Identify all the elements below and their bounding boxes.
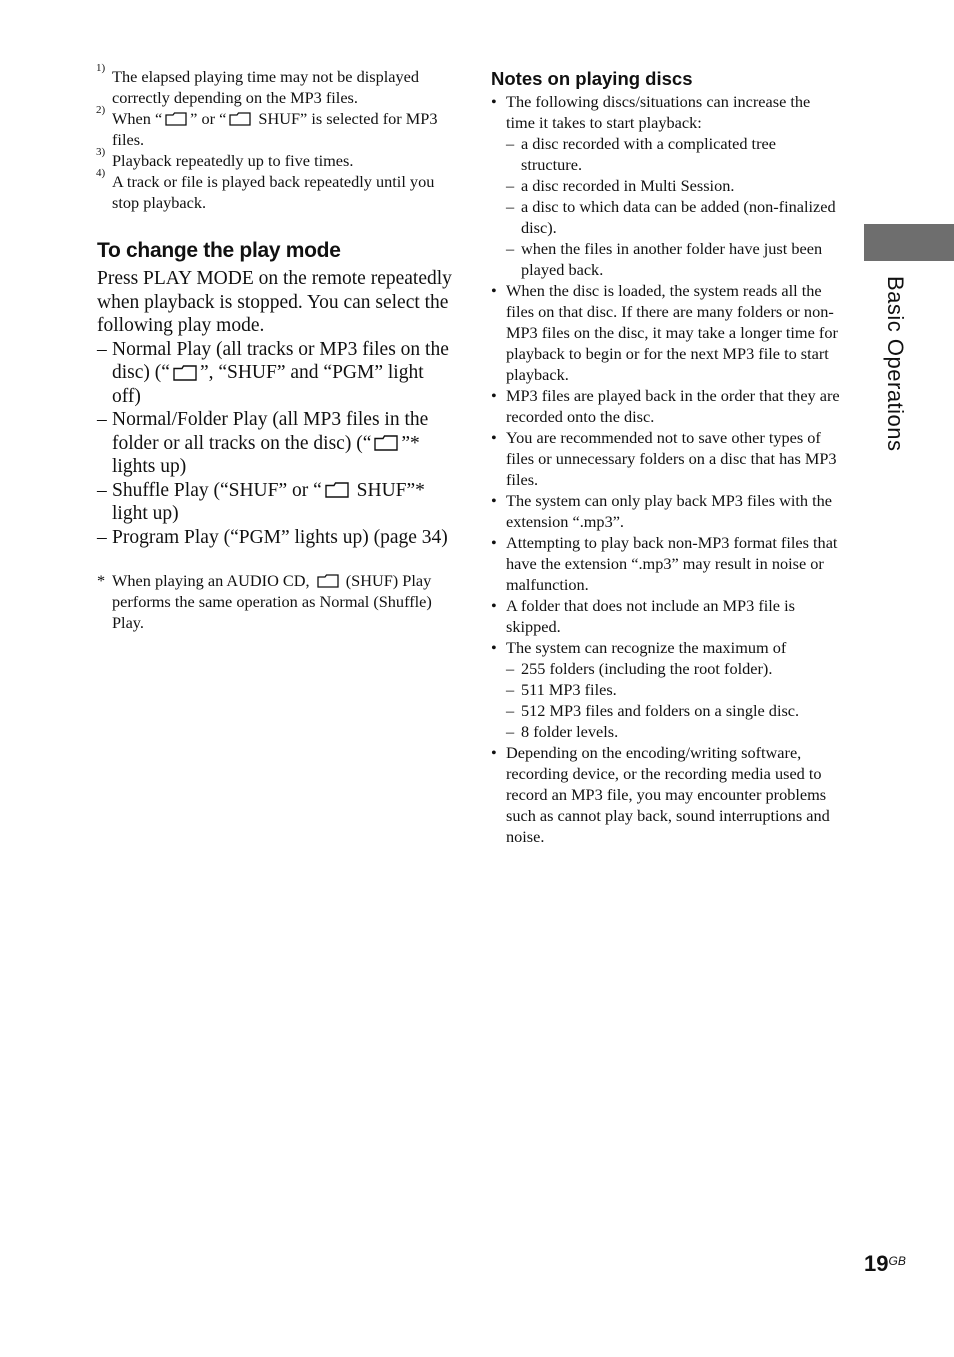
footnote-4 bbox=[96, 167, 452, 213]
page-number bbox=[864, 1251, 906, 1277]
note-subitem bbox=[491, 658, 841, 679]
note-subitem bbox=[491, 196, 841, 238]
page-number-suffix: GB bbox=[888, 1254, 906, 1268]
subitem-text: 512 MP3 files and folders on a single disc. bbox=[521, 701, 800, 720]
bullet-text: A folder that does not include an MP3 file is skipped. bbox=[506, 596, 795, 636]
note-text: When playing an AUDIO CD, bbox=[112, 571, 314, 590]
subitem-text: a disc to which data can be added (non-finalized disc). bbox=[521, 197, 836, 237]
footnote-mark: 4) bbox=[96, 167, 106, 179]
play-mode-heading: To change the play mode bbox=[97, 239, 341, 262]
dash-marker: – bbox=[97, 526, 107, 548]
item-text: ”* lights up) bbox=[112, 432, 420, 477]
note-subitem bbox=[491, 175, 841, 196]
dash-marker: – bbox=[506, 722, 515, 741]
note-bullet bbox=[491, 280, 841, 385]
subitem-text: a disc recorded with a complicated tree structure. bbox=[521, 134, 776, 174]
folder-icon bbox=[173, 365, 197, 381]
dash-marker: – bbox=[506, 659, 515, 678]
item-text: ”, “SHUF” and “PGM” light off) bbox=[112, 362, 424, 407]
footnote-3 bbox=[96, 146, 452, 171]
play-mode-item bbox=[97, 408, 452, 479]
folder-icon bbox=[317, 574, 339, 588]
item-text: Normal Play (all tracks or MP3 files on the disc) (“ bbox=[112, 338, 449, 383]
note-subitem bbox=[491, 679, 841, 700]
note-subitem bbox=[491, 238, 841, 280]
bullet-marker: • bbox=[491, 743, 497, 762]
footnote-text: The elapsed playing time may not be displayed correctly depending on the MP3 files. bbox=[112, 67, 419, 107]
dash-marker: – bbox=[506, 176, 515, 195]
subitem-text: when the files in another folder have just been played back. bbox=[521, 239, 823, 279]
folder-icon bbox=[229, 112, 251, 126]
bullet-marker: • bbox=[491, 638, 497, 657]
bullet-text: MP3 files are played back in the order that they are recorded onto the disc. bbox=[506, 386, 840, 426]
right-column bbox=[491, 66, 841, 847]
footnote-1 bbox=[96, 62, 452, 108]
dash-marker: – bbox=[97, 479, 107, 501]
note-bullet bbox=[491, 91, 841, 133]
dash-marker: – bbox=[506, 197, 515, 216]
item-text: Normal/Folder Play (all MP3 files in the folder or all tracks on the disc) (“ bbox=[112, 409, 429, 454]
note-bullet bbox=[491, 742, 841, 847]
notes-heading: Notes on playing discs bbox=[491, 68, 693, 89]
footnote-mark: 3) bbox=[96, 146, 106, 158]
note-bullet bbox=[491, 385, 841, 427]
dash-marker: – bbox=[506, 680, 515, 699]
footnote-text: When “ bbox=[112, 109, 163, 128]
item-text: Shuffle Play (“SHUF” or “ bbox=[112, 479, 322, 501]
footnote-text: SHUF” is selected for MP3 files. bbox=[112, 109, 438, 149]
subitem-text: 8 folder levels. bbox=[521, 722, 619, 741]
play-mode-item bbox=[97, 479, 452, 526]
dash-marker: – bbox=[506, 134, 515, 153]
item-text: Program Play (“PGM” lights up) (page 34) bbox=[112, 526, 448, 548]
bullet-text: When the disc is loaded, the system reads all the files on that disc. If there are many folders or non-MP3 files on the disc, it may take a longer time for playback to begin or for the next MP3 file to start playback. bbox=[506, 281, 838, 384]
bullet-marker: • bbox=[491, 281, 497, 300]
note-bullet bbox=[491, 490, 841, 532]
note-text: (SHUF) Play performs the same operation as Normal (Shuffle) Play. bbox=[112, 571, 432, 632]
section-tab bbox=[864, 224, 954, 261]
footnote-mark: 2) bbox=[96, 104, 106, 116]
bullet-marker: • bbox=[491, 92, 497, 111]
bullet-text: You are recommended not to save other types of files or unnecessary folders on a disc that has MP3 files. bbox=[506, 428, 837, 489]
dash-marker: – bbox=[97, 338, 107, 360]
bullet-text: The system can recognize the maximum of bbox=[506, 638, 787, 657]
subitem-text: 255 folders (including the root folder). bbox=[521, 659, 773, 678]
note-subitem bbox=[491, 133, 841, 175]
bullet-marker: • bbox=[491, 386, 497, 405]
footnote-mark: 1) bbox=[96, 62, 106, 74]
section-title-text: Basic Operations bbox=[883, 276, 908, 452]
footnote-text: ” or “ bbox=[190, 109, 227, 128]
bullet-marker: • bbox=[491, 491, 497, 510]
folder-icon bbox=[165, 112, 187, 126]
subitem-text: a disc recorded in Multi Session. bbox=[521, 176, 735, 195]
bullet-text: Attempting to play back non-MP3 format files that have the extension “.mp3” may result in noise or malfunction. bbox=[506, 533, 838, 594]
subitem-text: 511 MP3 files. bbox=[521, 680, 617, 699]
note-bullet bbox=[491, 427, 841, 490]
play-mode-intro: Press PLAY MODE on the remote repeatedly when playback is stopped. You can select the following play mode. bbox=[97, 268, 452, 336]
bullet-marker: • bbox=[491, 596, 497, 615]
bullet-marker: • bbox=[491, 428, 497, 447]
item-text: SHUF”* light up) bbox=[112, 479, 425, 524]
dash-marker: – bbox=[97, 409, 107, 430]
bullet-text: The following discs/situations can increase the time it takes to start playback: bbox=[506, 92, 811, 132]
asterisk-note bbox=[97, 570, 452, 633]
folder-icon bbox=[325, 482, 349, 498]
play-mode-item bbox=[97, 526, 452, 550]
bullet-text: Depending on the encoding/writing software, recording device, or the recording media used to record an MP3 file, you may encounter problems such as cannot play back, sound interruptions and noise. bbox=[506, 743, 830, 846]
section-title-vertical bbox=[881, 276, 911, 476]
note-bullet bbox=[491, 595, 841, 637]
left-column bbox=[96, 62, 452, 633]
note-subitem bbox=[491, 721, 841, 742]
page-number-value: 19 bbox=[864, 1251, 889, 1276]
footnote-2 bbox=[96, 104, 452, 150]
footnote-text: Playback repeatedly up to five times. bbox=[112, 151, 354, 170]
dash-marker: – bbox=[506, 239, 515, 258]
note-bullet bbox=[491, 532, 841, 595]
folder-icon bbox=[374, 435, 398, 451]
asterisk-marker: * bbox=[97, 571, 106, 590]
dash-marker: – bbox=[506, 701, 515, 720]
note-subitem bbox=[491, 700, 841, 721]
note-bullet bbox=[491, 637, 841, 658]
footnote-text: A track or file is played back repeatedly until you stop playback. bbox=[112, 172, 435, 212]
play-mode-item bbox=[97, 338, 452, 409]
bullet-text: The system can only play back MP3 files with the extension “.mp3”. bbox=[506, 491, 833, 531]
bullet-marker: • bbox=[491, 533, 497, 552]
